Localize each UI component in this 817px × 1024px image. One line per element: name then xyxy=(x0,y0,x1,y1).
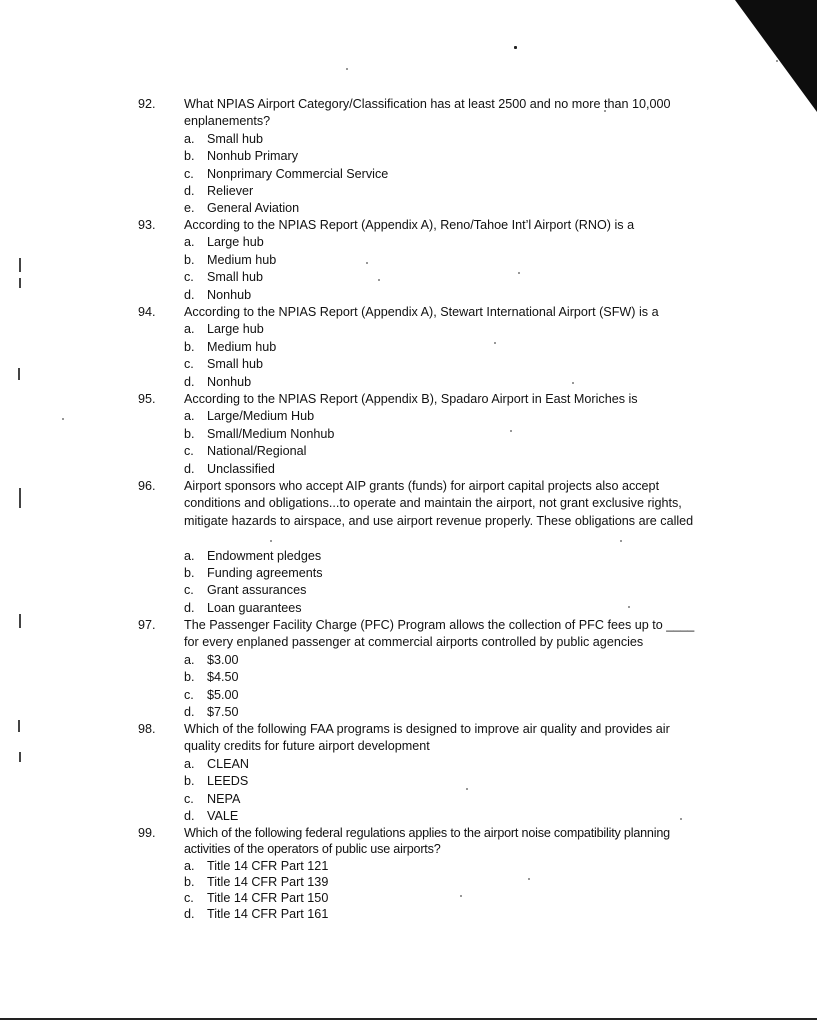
option-letter: c. xyxy=(184,270,194,285)
question-text: According to the NPIAS Report (Appendix B), Spadaro Airport in East Moriches is xyxy=(184,392,638,406)
scan-speck xyxy=(366,262,368,264)
scan-speck xyxy=(460,895,462,897)
question-number: 93. xyxy=(138,218,156,232)
scan-speck xyxy=(510,430,512,432)
option-letter: c. xyxy=(184,791,194,806)
question-number: 96. xyxy=(138,479,156,493)
question-number: 97. xyxy=(138,618,156,632)
scan-corner-shadow xyxy=(735,0,817,112)
option-text: Nonhub Primary xyxy=(207,149,298,164)
option-b xyxy=(184,565,323,582)
option-text: Large/Medium Hub xyxy=(207,409,315,424)
answer-options xyxy=(184,234,276,304)
scan-margin-mark xyxy=(18,368,20,380)
option-text: Title 14 CFR Part 139 xyxy=(207,874,329,889)
question-number: 92. xyxy=(138,97,156,111)
scan-speck xyxy=(62,418,64,420)
question-text: According to the NPIAS Report (Appendix A), Reno/Tahoe Int’l Airport (RNO) is a xyxy=(184,218,635,232)
scan-margin-mark xyxy=(19,614,21,628)
scan-speck xyxy=(466,788,468,790)
option-letter: c. xyxy=(184,166,194,181)
option-letter: b. xyxy=(184,670,195,685)
option-text: CLEAN xyxy=(207,756,249,771)
option-letter: a. xyxy=(184,652,195,667)
scan-speck xyxy=(270,540,272,542)
option-text: VALE xyxy=(207,808,239,823)
option-letter: b. xyxy=(184,252,195,267)
option-letter: d. xyxy=(184,374,195,389)
option-text: Small/Medium Nonhub xyxy=(207,426,335,441)
option-text: Endowment pledges xyxy=(207,548,322,563)
option-letter: a. xyxy=(184,322,195,337)
option-text: $3.00 xyxy=(207,652,239,667)
option-a xyxy=(184,234,276,251)
option-d xyxy=(184,183,388,200)
option-text: Grant assurances xyxy=(207,583,307,598)
option-text: $5.00 xyxy=(207,687,239,702)
option-c xyxy=(184,791,249,808)
option-b xyxy=(184,148,388,165)
option-text: Nonhub xyxy=(207,374,252,389)
answer-options xyxy=(184,131,388,218)
option-text: Title 14 CFR Part 150 xyxy=(207,891,329,906)
question-text: The Passenger Facility Charge (PFC) Program allows the collection of PFC fees up to ____ for every enplaned passenger at commercial airports controlled by public agencies xyxy=(184,618,695,650)
option-a xyxy=(184,652,239,669)
option-b xyxy=(184,426,334,443)
option-text: $7.50 xyxy=(207,704,239,719)
option-text: Reliever xyxy=(207,183,254,198)
option-text: Small hub xyxy=(207,357,264,372)
option-text: National/Regional xyxy=(207,444,307,459)
option-text: Funding agreements xyxy=(207,565,323,580)
option-text: LEEDS xyxy=(207,774,249,789)
answer-options xyxy=(184,652,239,722)
scan-speck xyxy=(776,60,778,62)
option-letter: d. xyxy=(184,704,195,719)
option-letter: b. xyxy=(184,426,195,441)
option-text: NEPA xyxy=(207,791,241,806)
option-text: Unclassified xyxy=(207,461,275,476)
option-e xyxy=(184,200,388,217)
scan-margin-mark xyxy=(19,488,21,508)
scan-speck xyxy=(680,818,682,820)
scan-bottom-edge xyxy=(0,1018,817,1020)
question-number: 99. xyxy=(138,826,156,840)
option-letter: a. xyxy=(184,756,195,771)
option-letter: a. xyxy=(184,858,195,873)
option-c xyxy=(184,443,334,460)
scan-margin-mark xyxy=(19,278,21,288)
answer-options xyxy=(184,756,249,826)
question-text: Which of the following federal regulations applies to the airport noise compatibility planning activities of the operators of public use airports? xyxy=(184,826,670,857)
scan-speck xyxy=(628,606,630,608)
option-c xyxy=(184,356,276,373)
option-d xyxy=(184,808,249,825)
option-letter: c. xyxy=(184,444,194,459)
option-letter: a. xyxy=(184,548,195,563)
option-letter: d. xyxy=(184,461,195,476)
option-letter: b. xyxy=(184,874,195,889)
option-c xyxy=(184,890,328,906)
option-c xyxy=(184,687,239,704)
option-text: Title 14 CFR Part 121 xyxy=(207,858,329,873)
option-letter: b. xyxy=(184,774,195,789)
option-text: Large hub xyxy=(207,235,264,250)
option-text: Nonhub xyxy=(207,287,252,302)
option-c xyxy=(184,166,388,183)
scan-margin-mark xyxy=(19,258,21,272)
option-letter: d. xyxy=(184,183,195,198)
option-b xyxy=(184,339,276,356)
scan-speck xyxy=(514,46,517,49)
option-text: General Aviation xyxy=(207,201,300,216)
question-number: 94. xyxy=(138,305,156,319)
question-text: According to the NPIAS Report (Appendix A), Stewart International Airport (SFW) is a xyxy=(184,305,659,319)
scan-margin-mark xyxy=(18,720,20,732)
option-b xyxy=(184,252,276,269)
scan-speck xyxy=(494,342,496,344)
question-text: What NPIAS Airport Category/Classification has at least 2500 and no more than 10,000 enplanements? xyxy=(184,97,671,129)
option-letter: b. xyxy=(184,565,195,580)
option-b xyxy=(184,874,328,890)
option-letter: c. xyxy=(184,891,194,906)
option-text: $4.50 xyxy=(207,670,239,685)
option-d xyxy=(184,704,239,721)
option-text: Small hub xyxy=(207,270,264,285)
option-a xyxy=(184,408,334,425)
question-text: Airport sponsors who accept AIP grants (funds) for airport capital projects also accept conditions and obligations...to operate and maintain the airport, not grant exclusive rights, mitigate hazards to airspace, and use airport revenue properly. These obligations are called xyxy=(184,479,694,528)
option-letter: a. xyxy=(184,131,195,146)
option-letter: c. xyxy=(184,687,194,702)
option-d xyxy=(184,287,276,304)
option-a xyxy=(184,858,328,874)
option-letter: c. xyxy=(184,357,194,372)
scan-speck xyxy=(572,382,574,384)
option-text: Large hub xyxy=(207,322,264,337)
option-letter: b. xyxy=(184,149,195,164)
answer-options xyxy=(184,408,334,478)
option-letter: d. xyxy=(184,287,195,302)
option-a xyxy=(184,131,388,148)
option-c xyxy=(184,269,276,286)
scan-speck xyxy=(346,68,348,70)
option-letter: a. xyxy=(184,409,195,424)
scan-speck xyxy=(528,878,530,880)
option-b xyxy=(184,669,239,686)
option-text: Medium hub xyxy=(207,252,277,267)
question-number: 98. xyxy=(138,722,156,736)
question-text: Which of the following FAA programs is designed to improve air quality and provides air quality credits for future airport development xyxy=(184,722,670,754)
option-text: Loan guarantees xyxy=(207,600,302,615)
option-d xyxy=(184,461,334,478)
option-a xyxy=(184,548,323,565)
scan-margin-mark xyxy=(19,752,21,762)
scan-speck xyxy=(620,540,622,542)
question-number: 95. xyxy=(138,392,156,406)
answer-options xyxy=(184,321,276,391)
option-text: Nonprimary Commercial Service xyxy=(207,166,389,181)
option-d xyxy=(184,374,276,391)
option-letter: c. xyxy=(184,583,194,598)
scan-speck xyxy=(518,272,520,274)
option-text: Medium hub xyxy=(207,339,277,354)
answer-options xyxy=(184,548,323,618)
option-d xyxy=(184,600,323,617)
option-letter: d. xyxy=(184,907,195,922)
option-letter: d. xyxy=(184,600,195,615)
scan-speck xyxy=(378,279,380,281)
option-letter: a. xyxy=(184,235,195,250)
option-a xyxy=(184,756,249,773)
answer-options xyxy=(184,858,328,923)
option-d xyxy=(184,906,328,922)
option-c xyxy=(184,582,323,599)
option-text: Title 14 CFR Part 161 xyxy=(207,907,329,922)
option-letter: d. xyxy=(184,808,195,823)
option-a xyxy=(184,321,276,338)
option-letter: e. xyxy=(184,201,195,216)
option-text: Small hub xyxy=(207,131,264,146)
option-letter: b. xyxy=(184,339,195,354)
option-b xyxy=(184,773,249,790)
